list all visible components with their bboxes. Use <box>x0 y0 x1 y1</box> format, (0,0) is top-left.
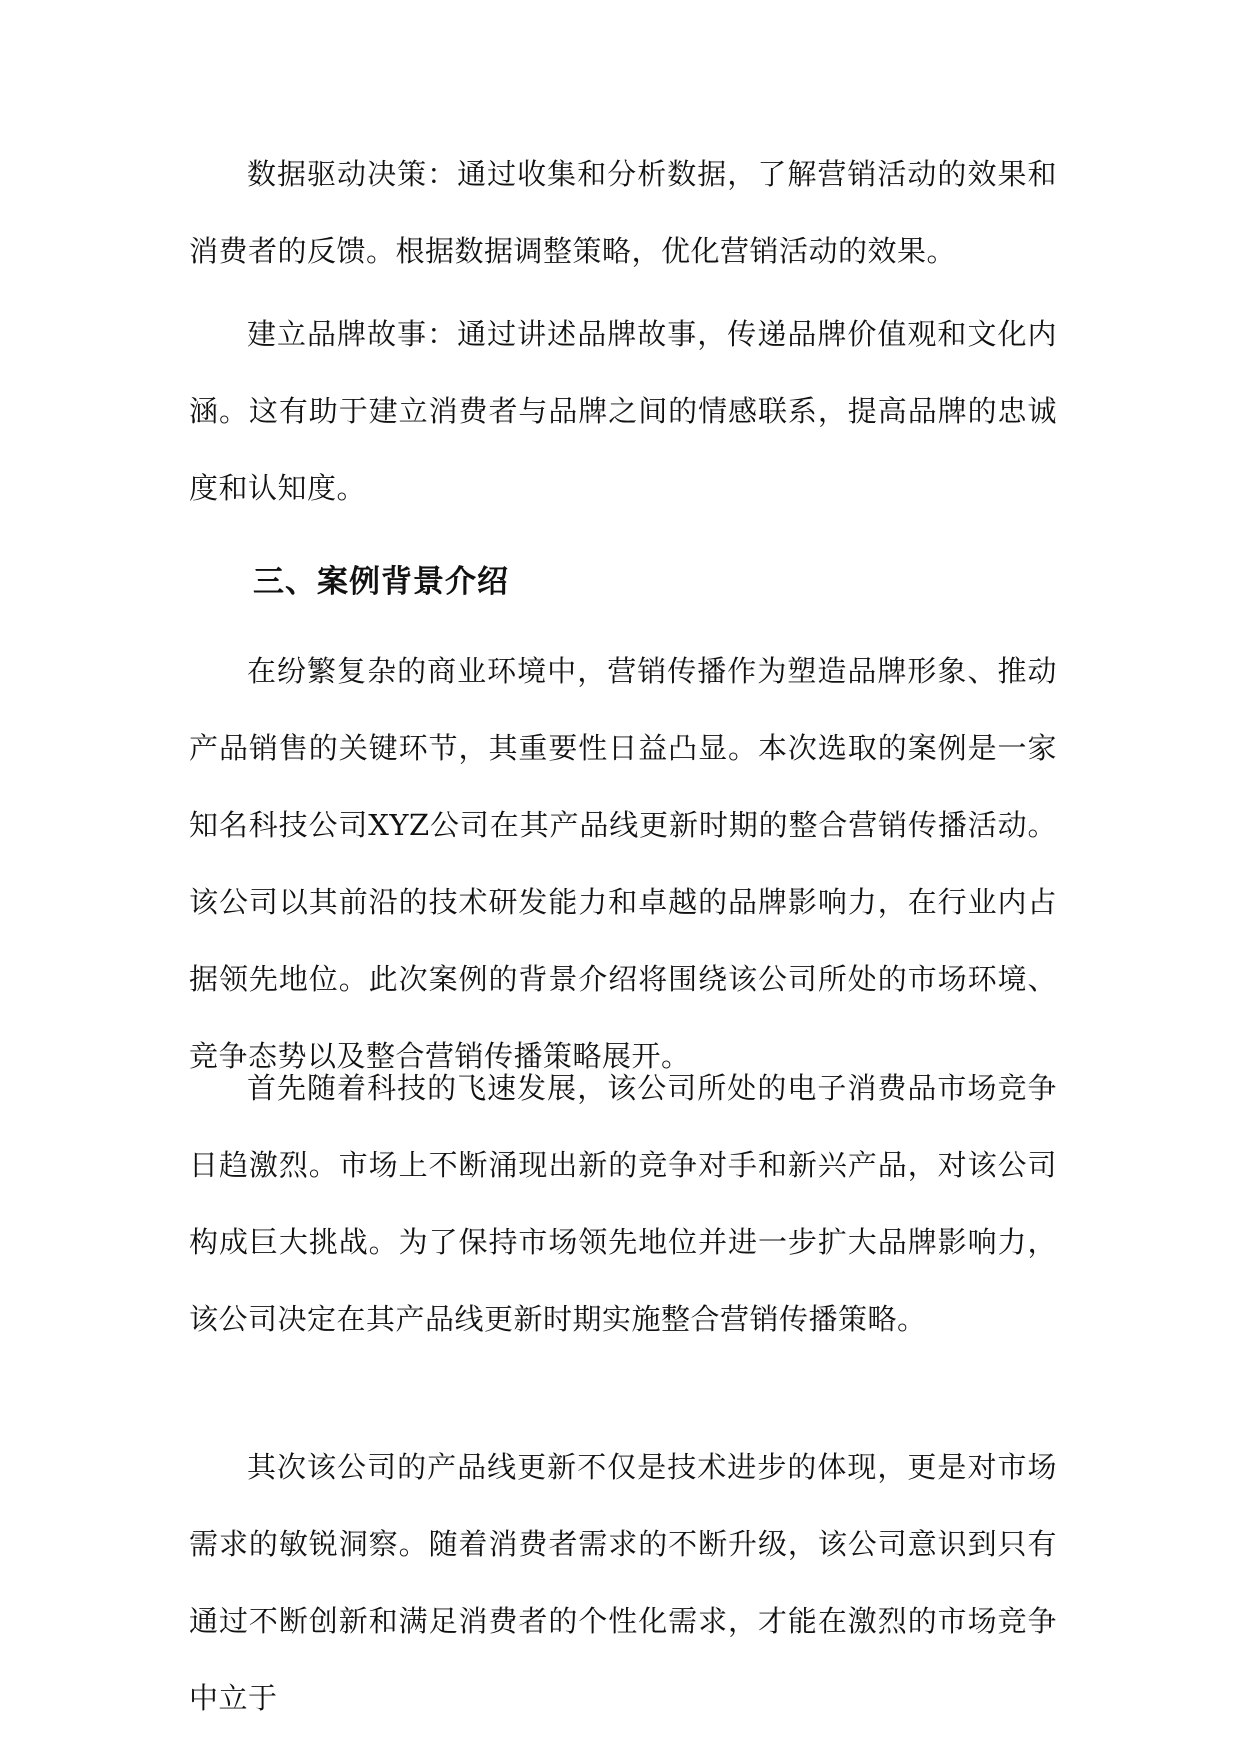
section-heading: 三、案例背景介绍 <box>253 564 509 600</box>
paragraph-case-intro: 在纷繁复杂的商业环境中，营销传播作为塑造品牌形象、推动产品销售的关键环节，其重要性日益凸显。本次选取的案例是一家知名科技公司XYZ公司在其产品线更新时期的整合营销传播活动。该公司以其前沿的技术研发能力和卓越的品牌影响力，在行业内占据领先地位。此次案例的背景介绍将围绕该公司所处的市场环境、竞争态势以及整合营销传播策略展开。 <box>189 654 1057 1073</box>
paragraph-product-line-update: 其次该公司的产品线更新不仅是技术进步的体现，更是对市场需求的敏锐洞察。随着消费者需求的不断升级，该公司意识到只有通过不断创新和满足消费者的个性化需求，才能在激烈的市场竞争中立于 <box>189 1450 1057 1715</box>
paragraph-market-competition: 首先随着科技的飞速发展，该公司所处的电子消费品市场竞争日趋激烈。市场上不断涌现出新的竞争对手和新兴产品，对该公司构成巨大挑战。为了保持市场领先地位并进一步扩大品牌影响力，该公司决定在其产品线更新时期实施整合营销传播策略。 <box>189 1071 1057 1336</box>
paragraph-brand-story: 建立品牌故事：通过讲述品牌故事，传递品牌价值观和文化内涵。这有助于建立消费者与品牌之间的情感联系，提高品牌的忠诚度和认知度。 <box>189 317 1057 505</box>
paragraph-data-driven-decisions: 数据驱动决策：通过收集和分析数据，了解营销活动的效果和消费者的反馈。根据数据调整策略，优化营销活动的效果。 <box>189 157 1057 268</box>
